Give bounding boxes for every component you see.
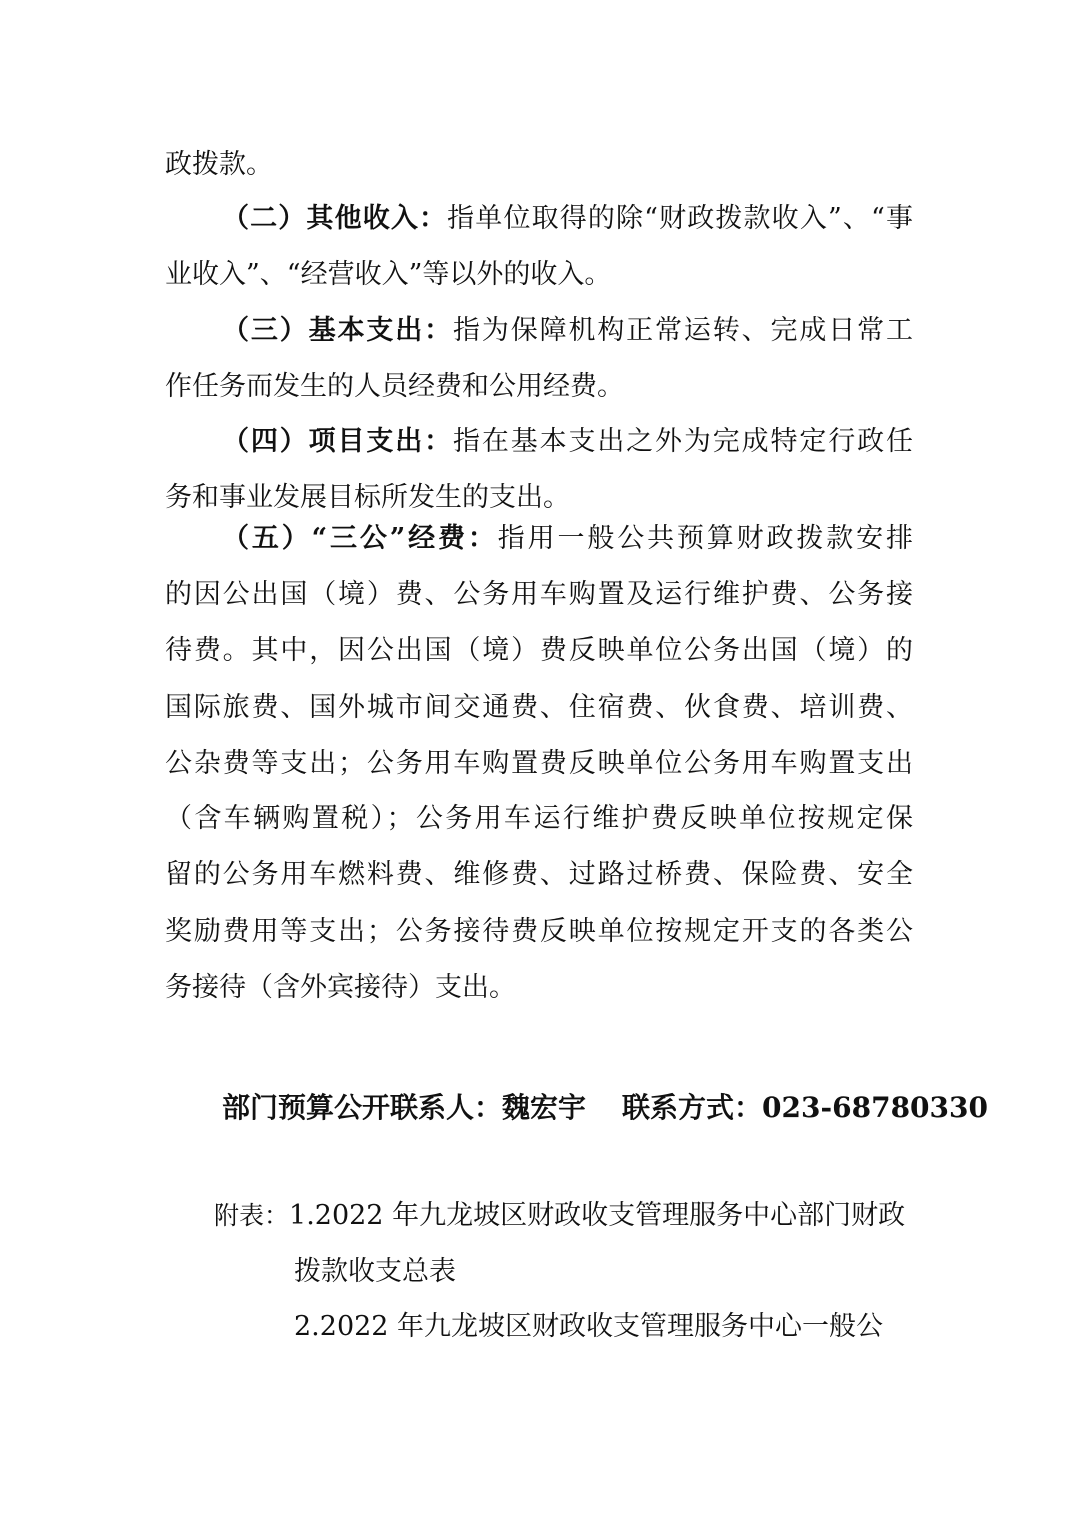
- section-heading: （二）其他收入：: [222, 203, 448, 234]
- paragraph-line: （含车辆购置税）；公务用车运行维护费反映单位按规定保: [165, 803, 913, 834]
- paragraph-line: 政拨款。: [165, 149, 273, 180]
- paragraph-line: 国际旅费、国外城市间交通费、住宿费、伙食费、培训费、: [165, 692, 913, 723]
- paragraph-text: 指用一般公共预算财政拨款安排: [497, 523, 914, 554]
- paragraph-text: 指单位取得的除“财政拨款收入”、“事: [447, 203, 913, 234]
- paragraph-line: 业收入”、“经营收入”等以外的收入。: [165, 259, 612, 290]
- paragraph-line: 的因公出国（境）费、公务用车购置及运行维护费、公务接: [165, 579, 913, 610]
- contact-method-label: 联系方式：: [622, 1091, 763, 1124]
- paragraph-line: 务和事业发展目标所发生的支出。: [165, 482, 570, 513]
- attachment-item-1-cont: 拨款收支总表: [294, 1256, 456, 1287]
- paragraph-line: 务接待（含外宾接待）支出。: [165, 972, 516, 1003]
- attachment-item-2: 2.2022 年九龙坡区财政收支管理服务中心一般公: [294, 1311, 884, 1342]
- contact-phone: 023-68780330: [762, 1091, 988, 1124]
- paragraph-line: 作任务而发生的人员经费和公用经费。: [165, 371, 624, 402]
- paragraph-line: 奖励费用等支出；公务接待费反映单位按规定开支的各类公: [165, 916, 913, 947]
- contact-name: 魏宏宇: [502, 1091, 587, 1124]
- attachment-text: 1.2022 年九龙坡区财政收支管理服务中心部门财政: [289, 1200, 906, 1231]
- section-heading: （三）基本支出：: [222, 315, 453, 346]
- paragraph-text: 指为保障机构正常运转、完成日常工: [452, 315, 914, 346]
- attachments-label: 附表：: [214, 1201, 290, 1230]
- paragraph-three-public: [222, 521, 913, 557]
- paragraph-other-income: [222, 201, 913, 237]
- section-heading: （四）项目支出：: [222, 426, 453, 457]
- contact-label: 部门预算公开联系人：: [222, 1091, 503, 1124]
- budget-contact: [222, 1090, 988, 1126]
- paragraph-line: 公杂费等支出；公务用车购置费反映单位公务用车购置支出: [165, 748, 913, 779]
- section-heading: （五）“三公”经费：: [222, 523, 498, 554]
- attachment-item-1: [214, 1198, 914, 1234]
- paragraph-basic-expenditure: [222, 313, 913, 349]
- paragraph-text: 指在基本支出之外为完成特定行政任: [452, 426, 914, 457]
- paragraph-line: 留的公务用车燃料费、维修费、过路过桥费、保险费、安全: [165, 859, 913, 890]
- paragraph-line: 待费。其中，因公出国（境）费反映单位公务出国（境）的: [165, 635, 913, 666]
- paragraph-project-expenditure: [222, 424, 913, 460]
